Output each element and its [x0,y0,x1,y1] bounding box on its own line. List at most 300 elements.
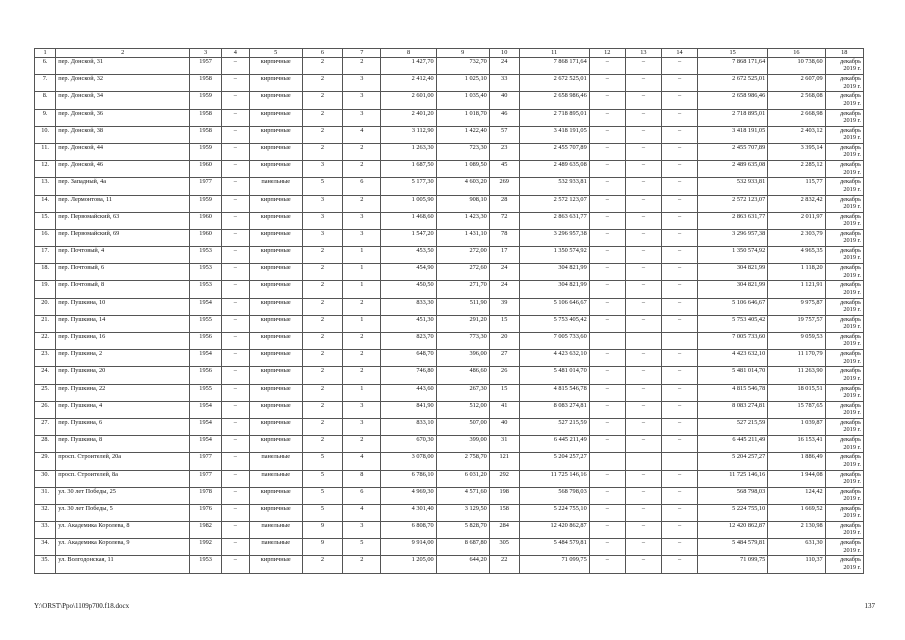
total-cost-cell: 2 658 986,46 [698,92,768,109]
cell: – [661,350,697,367]
floors-cell: 3 [302,195,342,212]
floors-cell: 5 [302,487,342,504]
wall-material-cell: кирпичные [249,350,302,367]
cost-cell: 4 815 546,78 [519,384,589,401]
cell: – [625,556,661,573]
floors-cell: 2 [302,109,342,126]
wall-material-cell: кирпичные [249,333,302,350]
year-cell: 1977 [190,453,222,470]
term-cell: декабрь 2019 г. [825,126,863,143]
row-number: 18. [35,264,56,281]
total-cost-cell: 304 821,99 [698,281,768,298]
residents-cell: 45 [489,161,519,178]
row-number: 21. [35,315,56,332]
term-cell: декабрь 2019 г. [825,264,863,281]
cost-cell: 2 658 986,46 [519,92,589,109]
cell: – [625,92,661,109]
living-area-cell: 511,90 [436,298,489,315]
residents-cell: 72 [489,212,519,229]
cost-cell: 5 106 646,67 [519,298,589,315]
year-cell: 1982 [190,522,222,539]
area-cell: 5 177,30 [381,178,436,195]
term-cell: декабрь 2019 г. [825,504,863,521]
cell: – [661,264,697,281]
year-cell: 1954 [190,401,222,418]
term-cell: декабрь 2019 г. [825,58,863,75]
living-area-cell: 5 828,70 [436,522,489,539]
entrances-cell: 1 [343,264,381,281]
row-number: 17. [35,247,56,264]
column-number: 5 [249,49,302,58]
table-row [35,487,864,504]
living-area-cell: 4 571,60 [436,487,489,504]
table-row [35,315,864,332]
cell: – [589,298,625,315]
housing-table [34,48,864,574]
cell: – [222,539,250,556]
total-cost-cell: 71 099,75 [698,556,768,573]
cell: – [589,161,625,178]
row-number: 8. [35,92,56,109]
cell: – [589,143,625,160]
residents-cell: 284 [489,522,519,539]
table-row [35,384,864,401]
area-cell: 1 205,00 [381,556,436,573]
residents-cell: 121 [489,453,519,470]
residents-cell: 27 [489,350,519,367]
wall-material-cell: кирпичные [249,487,302,504]
cell: – [589,58,625,75]
area-cell: 451,30 [381,315,436,332]
living-area-cell: 8 687,80 [436,539,489,556]
floors-cell: 2 [302,333,342,350]
year-cell: 1959 [190,92,222,109]
floors-cell: 2 [302,298,342,315]
year-cell: 1977 [190,470,222,487]
living-area-cell: 723,30 [436,143,489,160]
wall-material-cell: кирпичные [249,367,302,384]
wall-material-cell: кирпичные [249,281,302,298]
term-cell: декабрь 2019 г. [825,470,863,487]
floors-cell: 2 [302,92,342,109]
area-cell: 1 427,70 [381,58,436,75]
wall-material-cell: панельные [249,178,302,195]
cell: – [661,247,697,264]
address-cell: просп. Строителей, 20а [56,453,190,470]
term-cell: декабрь 2019 г. [825,367,863,384]
area-cell: 454,90 [381,264,436,281]
cell: – [222,195,250,212]
total-cost-cell: 304 821,99 [698,264,768,281]
cell: – [661,470,697,487]
total-cost-cell: 12 420 862,87 [698,522,768,539]
unit-cost-cell: 9 059,53 [768,333,825,350]
cell: – [589,178,625,195]
cell: – [222,161,250,178]
unit-cost-cell: 9 975,87 [768,298,825,315]
total-cost-cell: 2 672 525,01 [698,75,768,92]
cell: – [661,281,697,298]
entrances-cell: 4 [343,504,381,521]
residents-cell: 23 [489,143,519,160]
floors-cell: 2 [302,418,342,435]
column-number: 11 [519,49,589,58]
table-row [35,229,864,246]
wall-material-cell: кирпичные [249,161,302,178]
cell: – [222,333,250,350]
wall-material-cell: кирпичные [249,92,302,109]
table-row [35,504,864,521]
floors-cell: 2 [302,367,342,384]
residents-cell: 269 [489,178,519,195]
cell [625,453,661,470]
column-number: 15 [698,49,768,58]
unit-cost-cell: 11 263,90 [768,367,825,384]
column-number: 3 [190,49,222,58]
total-cost-cell: 568 798,03 [698,487,768,504]
year-cell: 1954 [190,436,222,453]
cell: – [625,504,661,521]
term-cell: декабрь 2019 г. [825,247,863,264]
cell [625,333,661,350]
table-row [35,418,864,435]
residents-cell: 24 [489,264,519,281]
cell: – [625,470,661,487]
address-cell: пер. Пушкина, 6 [56,418,190,435]
term-cell: декабрь 2019 г. [825,195,863,212]
term-cell: декабрь 2019 г. [825,298,863,315]
term-cell: декабрь 2019 г. [825,178,863,195]
cost-cell: 304 821,99 [519,264,589,281]
entrances-cell: 8 [343,470,381,487]
total-cost-cell: 2 489 635,08 [698,161,768,178]
column-number: 7 [343,49,381,58]
cost-cell: 5 481 014,70 [519,367,589,384]
address-cell: ул. Академика Королева, 9 [56,539,190,556]
cell: – [222,384,250,401]
row-number: 12. [35,161,56,178]
entrances-cell: 3 [343,418,381,435]
cell: – [222,504,250,521]
cell: – [625,401,661,418]
residents-cell: 57 [489,126,519,143]
cost-cell: 2 489 635,08 [519,161,589,178]
total-cost-cell: 7 005 733,60 [698,333,768,350]
address-cell: пер. Донской, 32 [56,75,190,92]
cell: – [589,436,625,453]
entrances-cell: 2 [343,298,381,315]
year-cell: 1958 [190,126,222,143]
year-cell: 1955 [190,315,222,332]
column-number: 6 [302,49,342,58]
cell [589,333,625,350]
entrances-cell: 1 [343,315,381,332]
row-number: 16. [35,229,56,246]
floors-cell: 2 [302,436,342,453]
table-body [35,58,864,574]
wall-material-cell: кирпичные [249,504,302,521]
cost-cell: 532 933,81 [519,178,589,195]
cost-cell: 11 725 146,16 [519,470,589,487]
row-number: 34. [35,539,56,556]
cell: – [661,487,697,504]
table-row [35,75,864,92]
year-cell: 1958 [190,75,222,92]
year-cell: 1955 [190,384,222,401]
entrances-cell: 2 [343,58,381,75]
address-cell: пер. Донской, 44 [56,143,190,160]
cost-cell: 568 798,03 [519,487,589,504]
table-row [35,453,864,470]
year-cell: 1957 [190,58,222,75]
cell: – [222,418,250,435]
cell: – [625,298,661,315]
cell: – [222,264,250,281]
total-cost-cell: 5 106 646,67 [698,298,768,315]
unit-cost-cell: 1 118,20 [768,264,825,281]
address-cell: пер. Пушкина, 4 [56,401,190,418]
wall-material-cell: кирпичные [249,384,302,401]
cell: – [589,315,625,332]
row-number: 25. [35,384,56,401]
row-number: 31. [35,487,56,504]
cell: – [589,470,625,487]
cell: – [589,539,625,556]
cell: – [222,212,250,229]
cell: – [661,178,697,195]
address-cell: пер. Пушкина, 22 [56,384,190,401]
cost-cell: 527 215,59 [519,418,589,435]
cell: – [222,281,250,298]
unit-cost-cell: 124,42 [768,487,825,504]
table-row [35,195,864,212]
term-cell: декабрь 2019 г. [825,212,863,229]
unit-cost-cell: 3 395,14 [768,143,825,160]
cell: – [222,75,250,92]
residents-cell: 305 [489,539,519,556]
unit-cost-cell: 631,30 [768,539,825,556]
entrances-cell: 3 [343,401,381,418]
cell: – [625,539,661,556]
area-cell: 1 687,50 [381,161,436,178]
unit-cost-cell: 1 669,52 [768,504,825,521]
cell: – [625,436,661,453]
cell: – [222,522,250,539]
cell: – [222,247,250,264]
address-cell: просп. Строителей, 8а [56,470,190,487]
unit-cost-cell: 2 011,97 [768,212,825,229]
year-cell: 1956 [190,333,222,350]
cell: – [625,350,661,367]
year-cell: 1959 [190,143,222,160]
cost-cell: 3 296 957,38 [519,229,589,246]
wall-material-cell: кирпичные [249,418,302,435]
cell: – [625,109,661,126]
area-cell: 6 808,70 [381,522,436,539]
area-cell: 1 468,60 [381,212,436,229]
area-cell: 648,70 [381,350,436,367]
total-cost-cell: 5 481 014,70 [698,367,768,384]
wall-material-cell: кирпичные [249,126,302,143]
residents-cell: 158 [489,504,519,521]
total-cost-cell: 2 863 631,77 [698,212,768,229]
year-cell: 1960 [190,229,222,246]
cell: – [589,109,625,126]
floors-cell: 3 [302,161,342,178]
unit-cost-cell: 15 787,65 [768,401,825,418]
term-cell: декабрь 2019 г. [825,109,863,126]
residents-cell: 20 [489,333,519,350]
cell: – [222,401,250,418]
area-cell: 443,60 [381,384,436,401]
address-cell: пер. Почтовый, 4 [56,247,190,264]
floors-cell: 2 [302,556,342,573]
unit-cost-cell: 1 121,91 [768,281,825,298]
cost-cell: 5 204 257,27 [519,453,589,470]
table-row [35,143,864,160]
entrances-cell: 2 [343,143,381,160]
term-cell: декабрь 2019 г. [825,556,863,573]
floors-cell: 5 [302,453,342,470]
floors-cell: 5 [302,470,342,487]
year-cell: 1953 [190,247,222,264]
cell: – [589,556,625,573]
living-area-cell: 486,60 [436,367,489,384]
cell: – [589,418,625,435]
floors-cell: 2 [302,126,342,143]
residents-cell: 198 [489,487,519,504]
cell: – [625,143,661,160]
cell: – [661,75,697,92]
row-number: 19. [35,281,56,298]
table-row [35,539,864,556]
cell: – [661,522,697,539]
living-area-cell: 1 431,10 [436,229,489,246]
total-cost-cell: 3 418 191,05 [698,126,768,143]
floors-cell: 9 [302,522,342,539]
term-cell: декабрь 2019 г. [825,281,863,298]
cell: – [589,522,625,539]
address-cell: ул. Академика Королева, 8 [56,522,190,539]
year-cell: 1953 [190,556,222,573]
table-row [35,350,864,367]
cell: – [661,92,697,109]
unit-cost-cell: 1 039,87 [768,418,825,435]
table-row [35,126,864,143]
cell: – [625,281,661,298]
residents-cell: 292 [489,470,519,487]
total-cost-cell: 5 204 257,27 [698,453,768,470]
cell: – [222,350,250,367]
column-number: 13 [625,49,661,58]
entrances-cell: 6 [343,487,381,504]
cost-cell: 2 672 525,01 [519,75,589,92]
wall-material-cell: кирпичные [249,58,302,75]
year-cell: 1960 [190,161,222,178]
living-area-cell: 396,00 [436,350,489,367]
term-cell: декабрь 2019 г. [825,161,863,178]
cell: – [589,504,625,521]
cell: – [661,401,697,418]
entrances-cell: 1 [343,281,381,298]
area-cell: 823,70 [381,333,436,350]
address-cell: пер. Пушкина, 16 [56,333,190,350]
year-cell: 1978 [190,487,222,504]
cell: – [661,556,697,573]
cost-cell: 8 083 274,81 [519,401,589,418]
cost-cell: 7 868 171,64 [519,58,589,75]
row-number: 20. [35,298,56,315]
total-cost-cell: 5 753 405,42 [698,315,768,332]
unit-cost-cell: 2 568,08 [768,92,825,109]
address-cell: пер. Почтовый, 6 [56,264,190,281]
column-number: 9 [436,49,489,58]
table-row [35,436,864,453]
wall-material-cell: кирпичные [249,298,302,315]
row-number: 29. [35,453,56,470]
table-row [35,58,864,75]
area-cell: 833,10 [381,418,436,435]
entrances-cell: 2 [343,556,381,573]
entrances-cell: 4 [343,126,381,143]
address-cell: пер. Донской, 34 [56,92,190,109]
wall-material-cell: кирпичные [249,315,302,332]
living-area-cell: 3 129,50 [436,504,489,521]
residents-cell: 26 [489,367,519,384]
area-cell: 4 301,40 [381,504,436,521]
residents-cell: 33 [489,75,519,92]
area-cell: 2 412,40 [381,75,436,92]
row-number: 13. [35,178,56,195]
address-cell: пер. Пушкина, 2 [56,350,190,367]
wall-material-cell: панельные [249,539,302,556]
column-number: 16 [768,49,825,58]
cost-cell: 5 484 579,81 [519,539,589,556]
living-area-cell: 291,20 [436,315,489,332]
entrances-cell: 3 [343,522,381,539]
floors-cell: 2 [302,281,342,298]
living-area-cell: 1 422,40 [436,126,489,143]
cell: – [661,143,697,160]
term-cell: декабрь 2019 г. [825,436,863,453]
cell: – [589,264,625,281]
entrances-cell: 2 [343,350,381,367]
cell: – [222,453,250,470]
area-cell: 833,30 [381,298,436,315]
unit-cost-cell: 2 403,12 [768,126,825,143]
term-cell: декабрь 2019 г. [825,453,863,470]
unit-cost-cell: 1 944,08 [768,470,825,487]
entrances-cell: 3 [343,109,381,126]
total-cost-cell: 8 083 274,81 [698,401,768,418]
row-number: 33. [35,522,56,539]
unit-cost-cell: 110,37 [768,556,825,573]
year-cell: 1954 [190,298,222,315]
total-cost-cell: 2 718 895,01 [698,109,768,126]
total-cost-cell: 2 455 707,89 [698,143,768,160]
total-cost-cell: 11 725 146,16 [698,470,768,487]
total-cost-cell: 2 572 123,07 [698,195,768,212]
cost-cell: 2 572 123,07 [519,195,589,212]
year-cell: 1992 [190,539,222,556]
address-cell: ул. Волгодонская, 11 [56,556,190,573]
unit-cost-cell: 2 668,98 [768,109,825,126]
cell: – [589,367,625,384]
year-cell: 1953 [190,264,222,281]
term-cell: декабрь 2019 г. [825,522,863,539]
term-cell: декабрь 2019 г. [825,350,863,367]
entrances-cell: 2 [343,333,381,350]
